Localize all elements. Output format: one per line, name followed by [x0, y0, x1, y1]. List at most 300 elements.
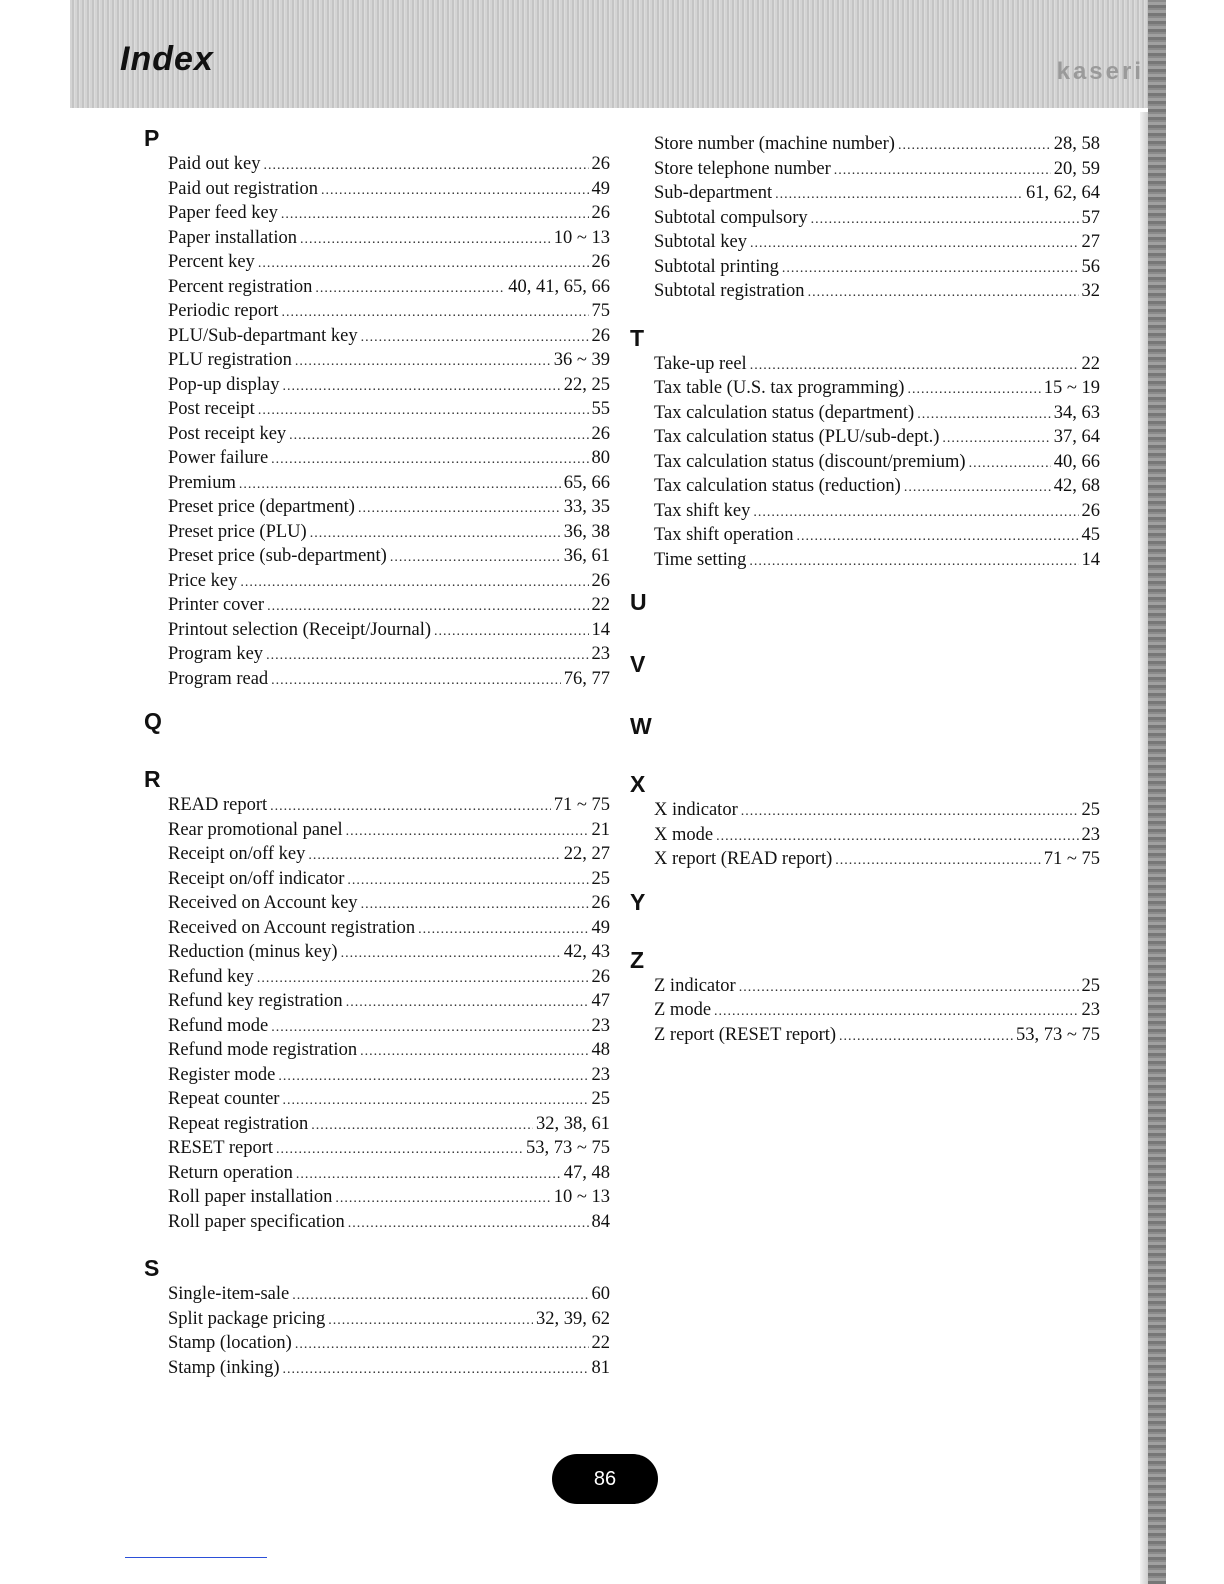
- index-entry: [168, 965, 610, 990]
- entry-pages: 33, 35: [563, 497, 610, 517]
- dot-leader: [358, 497, 561, 522]
- entry-term: Tax calculation status (reduction): [654, 476, 901, 496]
- entry-pages: 53, 73 ~ 75: [525, 1138, 610, 1158]
- entry-pages: 75: [591, 301, 610, 321]
- dot-leader: [782, 257, 1079, 282]
- entry-term: Premium: [168, 472, 236, 493]
- entry-pages: 25: [1081, 800, 1100, 820]
- entry-pages: 42, 68: [1053, 476, 1100, 496]
- page-edge: [1148, 0, 1166, 1584]
- entry-pages: 22: [591, 1333, 610, 1353]
- dot-leader: [750, 232, 1078, 257]
- entry-term: Received on Account key: [168, 893, 358, 913]
- index-entry: [654, 474, 1100, 499]
- entry-term: Tax calculation status (department): [654, 402, 915, 423]
- index-column-right: [622, 132, 1100, 1047]
- entry-term: Tax calculation status (discount/premium): [654, 451, 966, 472]
- entry-pages: 56: [1081, 256, 1100, 277]
- entry-pages: 57: [1081, 207, 1100, 228]
- entry-term: Pop-up display: [168, 374, 280, 395]
- index-entry: [168, 544, 610, 569]
- dot-leader: [811, 208, 1079, 233]
- dot-leader: [278, 1065, 588, 1090]
- entry-term: Percent registration: [168, 276, 313, 297]
- dot-leader: [361, 326, 589, 351]
- index-section-t: [622, 324, 1100, 573]
- entry-term: Register mode: [168, 1064, 276, 1085]
- header-band: [70, 0, 1160, 108]
- entry-term: Stamp (location): [168, 1333, 292, 1353]
- entry-pages: 26: [1081, 500, 1100, 521]
- entry-term: Subtotal printing: [654, 256, 779, 277]
- index-section-v: [622, 650, 1100, 678]
- entry-term: Time setting: [654, 549, 747, 570]
- entry-pages: 28, 58: [1053, 134, 1100, 154]
- dot-leader: [434, 620, 588, 645]
- dot-leader: [328, 1309, 533, 1334]
- index-entry: [654, 157, 1100, 182]
- dot-leader: [267, 595, 588, 620]
- index-entry: [654, 450, 1100, 475]
- index-entry: [168, 275, 610, 300]
- index-entry: [168, 1038, 610, 1063]
- dot-leader: [834, 159, 1051, 184]
- dot-leader: [289, 424, 588, 449]
- dot-leader: [907, 378, 1040, 403]
- dot-leader: [311, 1114, 533, 1139]
- entry-term: Tax shift operation: [654, 525, 794, 545]
- dot-leader: [348, 1212, 589, 1237]
- entry-pages: 14: [591, 619, 610, 640]
- entry-term: Z mode: [654, 1000, 712, 1020]
- index-section-q: [136, 707, 610, 735]
- entry-pages: 22, 25: [563, 374, 610, 395]
- index-section-z: [622, 946, 1100, 1048]
- entry-pages: 71 ~ 75: [1043, 849, 1100, 869]
- index-entry: [168, 152, 610, 177]
- entry-term: Tax calculation status (PLU/sub-dept.): [654, 427, 940, 447]
- dot-leader: [239, 473, 561, 498]
- entry-pages: 71 ~ 75: [553, 795, 610, 815]
- index-entry: [654, 847, 1100, 872]
- entry-term: RESET report: [168, 1138, 273, 1158]
- page-title: Index: [120, 40, 214, 78]
- entry-pages: 76, 77: [563, 668, 610, 689]
- dot-leader: [271, 448, 588, 473]
- entry-pages: 48: [591, 1040, 610, 1060]
- index-entry: [168, 989, 610, 1014]
- entry-pages: 25: [591, 868, 610, 889]
- dot-leader: [390, 546, 561, 571]
- entry-term: Paid out key: [168, 154, 261, 174]
- entry-term: Subtotal compulsory: [654, 207, 808, 228]
- entry-term: PLU/Sub-departmant key: [168, 325, 358, 346]
- index-entry: [168, 422, 610, 447]
- entry-list: [654, 974, 1100, 1048]
- entry-pages: 40, 41, 65, 66: [508, 276, 610, 297]
- index-entry: [168, 1112, 610, 1137]
- index-entry: [168, 177, 610, 202]
- index-entry: [654, 425, 1100, 450]
- entry-term: Post receipt: [168, 399, 255, 419]
- entry-list: [654, 132, 1100, 304]
- entry-pages: 32, 38, 61: [536, 1113, 610, 1134]
- dot-leader: [258, 399, 589, 424]
- entry-term: Take-up reel: [654, 353, 747, 374]
- index-entry: [168, 1331, 610, 1356]
- dot-leader: [315, 277, 505, 302]
- brand-mark: kaseri: [1056, 58, 1144, 85]
- section-letter: V: [630, 651, 646, 677]
- entry-term: Store number (machine number): [654, 134, 895, 154]
- entry-term: Repeat registration: [168, 1113, 309, 1134]
- dot-leader: [264, 154, 589, 179]
- entry-pages: 22: [1081, 353, 1100, 374]
- index-entry: [168, 1282, 610, 1307]
- index-entry: [168, 916, 610, 941]
- index-entry: [168, 324, 610, 349]
- index-entry: [168, 593, 610, 618]
- section-letter: P: [144, 125, 160, 151]
- index-entry: [168, 1087, 610, 1112]
- entry-pages: 27: [1081, 232, 1100, 252]
- entry-term: Periodic report: [168, 301, 279, 321]
- entry-pages: 37, 64: [1053, 427, 1100, 447]
- entry-term: Program key: [168, 644, 264, 664]
- dot-leader: [942, 427, 1050, 452]
- entry-term: Refund key: [168, 966, 254, 987]
- section-letter: W: [630, 713, 652, 739]
- index-section-w: [622, 712, 1100, 740]
- entry-pages: 40, 66: [1053, 451, 1100, 472]
- index-entry: [654, 998, 1100, 1023]
- index-entry: [654, 798, 1100, 823]
- index-entry: [654, 230, 1100, 255]
- entry-term: Stamp (inking): [168, 1357, 280, 1378]
- entry-term: Paper feed key: [168, 203, 278, 223]
- entry-term: Paid out registration: [168, 178, 319, 199]
- dot-leader: [276, 1138, 523, 1163]
- entry-pages: 80: [591, 448, 610, 468]
- entry-term: Percent key: [168, 252, 255, 272]
- entry-pages: 22: [591, 595, 610, 615]
- dot-leader: [240, 571, 588, 596]
- entry-pages: 47, 48: [563, 1162, 610, 1183]
- section-letter: S: [144, 1255, 160, 1281]
- entry-pages: 23: [591, 644, 610, 664]
- entry-term: Reduction (minus key): [168, 942, 338, 962]
- dot-leader: [281, 301, 588, 326]
- entry-pages: 45: [1081, 525, 1100, 545]
- index-entry: [654, 206, 1100, 231]
- entry-term: Refund mode: [168, 1015, 269, 1036]
- index-entry: [654, 1023, 1100, 1048]
- entry-pages: 36, 38: [563, 521, 610, 542]
- dot-leader: [295, 350, 551, 375]
- dot-leader: [283, 375, 561, 400]
- index-entry: [168, 940, 610, 965]
- index-entry: [654, 523, 1100, 548]
- dot-leader: [753, 501, 1078, 526]
- index-entry: [654, 974, 1100, 999]
- index-entry: [654, 401, 1100, 426]
- dot-leader: [839, 1025, 1013, 1050]
- index-entry: [168, 569, 610, 594]
- index-entry: [168, 201, 610, 226]
- dot-leader: [281, 203, 589, 228]
- index-entry: [168, 348, 610, 373]
- index-entry: [168, 818, 610, 843]
- dot-leader: [360, 1040, 588, 1065]
- dot-leader: [898, 134, 1051, 159]
- section-letter: Z: [630, 946, 645, 973]
- entry-pages: 60: [591, 1284, 610, 1304]
- entry-term: Z indicator: [654, 975, 736, 996]
- entry-term: Preset price (department): [168, 497, 355, 517]
- index-entry: [168, 1161, 610, 1186]
- index-entry: [654, 548, 1100, 573]
- entry-term: Roll paper installation: [168, 1187, 333, 1207]
- index-entry: [168, 1185, 610, 1210]
- entry-pages: 36 ~ 39: [553, 350, 610, 370]
- entry-term: Sub-department: [654, 183, 773, 203]
- entry-term: Receipt on/off key: [168, 844, 306, 864]
- dot-leader: [346, 991, 589, 1016]
- index-entry: [168, 397, 610, 422]
- entry-pages: 26: [591, 325, 610, 346]
- dot-leader: [270, 795, 551, 820]
- entry-pages: 25: [591, 1089, 610, 1109]
- entry-term: Subtotal key: [654, 232, 748, 252]
- entry-term: Printer cover: [168, 595, 265, 615]
- entry-term: X mode: [654, 824, 714, 845]
- index-entry: [654, 376, 1100, 401]
- entry-pages: 47: [591, 991, 610, 1011]
- dot-leader: [283, 1358, 589, 1383]
- entry-term: Paper installation: [168, 227, 297, 248]
- index-section-u: [622, 588, 1100, 616]
- entry-pages: 26: [591, 423, 610, 444]
- entry-pages: 10 ~ 13: [553, 227, 610, 248]
- entry-pages: 53, 73 ~ 75: [1015, 1024, 1100, 1045]
- index-section-y: [622, 888, 1100, 916]
- dot-leader: [346, 820, 589, 845]
- dot-leader: [796, 525, 1078, 550]
- dot-leader: [257, 967, 589, 992]
- dot-leader: [904, 476, 1051, 501]
- dot-leader: [321, 179, 588, 204]
- entry-pages: 26: [591, 154, 610, 174]
- section-letter: R: [144, 766, 161, 792]
- entry-list: [654, 352, 1100, 573]
- index-entry: [654, 823, 1100, 848]
- index-entry: [168, 373, 610, 398]
- entry-pages: 26: [591, 252, 610, 272]
- entry-term: Roll paper specification: [168, 1211, 345, 1232]
- entry-pages: 49: [591, 178, 610, 199]
- entry-term: Tax shift key: [654, 500, 751, 521]
- entry-pages: 32: [1081, 281, 1100, 301]
- entry-pages: 23: [1081, 1000, 1100, 1020]
- index-entry: [168, 1210, 610, 1235]
- index-entry: [168, 1307, 610, 1332]
- index-section-s-continued: [622, 132, 1100, 304]
- index-section-r: [136, 765, 610, 1234]
- entry-pages: 14: [1081, 549, 1100, 570]
- index-entry: [168, 495, 610, 520]
- dot-leader: [282, 1089, 588, 1114]
- dot-leader: [292, 1284, 588, 1309]
- entry-term: Refund mode registration: [168, 1040, 358, 1060]
- dot-leader: [361, 893, 589, 918]
- index-entry: [168, 1063, 610, 1088]
- section-letter: U: [630, 589, 647, 615]
- page-number-badge: 86: [552, 1454, 658, 1504]
- entry-pages: 42, 43: [563, 942, 610, 962]
- entry-term: PLU registration: [168, 350, 292, 370]
- section-letter: Y: [630, 888, 646, 915]
- section-letter: Q: [144, 708, 162, 734]
- index-entry: [168, 642, 610, 667]
- entry-pages: 10 ~ 13: [553, 1187, 610, 1207]
- index-entry: [168, 793, 610, 818]
- entry-pages: 55: [591, 399, 610, 419]
- index-section-s: [136, 1254, 610, 1380]
- entry-term: Printout selection (Receipt/Journal): [168, 619, 432, 640]
- index-entry: [168, 446, 610, 471]
- entry-list: [654, 798, 1100, 872]
- entry-pages: 26: [591, 570, 610, 591]
- entry-pages: 15 ~ 19: [1043, 378, 1100, 398]
- entry-term: Split package pricing: [168, 1308, 326, 1329]
- entry-pages: 26: [591, 203, 610, 223]
- dot-leader: [714, 1000, 1078, 1025]
- dot-leader: [775, 183, 1023, 208]
- dot-leader: [749, 550, 1078, 575]
- dot-leader: [271, 669, 561, 694]
- dot-leader: [258, 252, 589, 277]
- entry-term: Receipt on/off indicator: [168, 868, 345, 889]
- entry-term: X indicator: [654, 800, 738, 820]
- dot-leader: [335, 1187, 550, 1212]
- entry-list: [168, 793, 610, 1234]
- footer-rule: [125, 1557, 267, 1558]
- dot-leader: [418, 918, 588, 943]
- dot-leader: [296, 1163, 561, 1188]
- entry-term: X report (READ report): [654, 849, 833, 869]
- dot-leader: [347, 869, 588, 894]
- index-entry: [654, 352, 1100, 377]
- dot-leader: [308, 844, 560, 869]
- dot-leader: [835, 849, 1040, 874]
- index-section-x: [622, 770, 1100, 872]
- entry-term: Store telephone number: [654, 158, 831, 179]
- dot-leader: [271, 1016, 588, 1041]
- index-entry: [654, 499, 1100, 524]
- entry-term: Post receipt key: [168, 423, 287, 444]
- entry-pages: 26: [591, 893, 610, 913]
- index-entry: [168, 667, 610, 692]
- entry-pages: 22, 27: [563, 844, 610, 864]
- entry-term: Program read: [168, 668, 269, 689]
- index-entry: [168, 299, 610, 324]
- index-section-p: [136, 124, 610, 691]
- index-entry: [168, 250, 610, 275]
- entry-term: Single-item-sale: [168, 1284, 290, 1304]
- index-entry: [654, 279, 1100, 304]
- index-entry: [168, 520, 610, 545]
- entry-term: Rear promotional panel: [168, 819, 343, 840]
- entry-term: Refund key registration: [168, 991, 343, 1011]
- dot-leader: [295, 1333, 589, 1358]
- dot-leader: [750, 354, 1079, 379]
- entry-pages: 36, 61: [563, 546, 610, 566]
- index-entry: [654, 255, 1100, 280]
- dot-leader: [917, 403, 1051, 428]
- entry-pages: 23: [1081, 824, 1100, 845]
- entry-term: Received on Account registration: [168, 917, 416, 938]
- dot-leader: [739, 976, 1079, 1001]
- entry-pages: 26: [591, 966, 610, 987]
- dot-leader: [969, 452, 1051, 477]
- index-entry: [168, 842, 610, 867]
- entry-term: READ report: [168, 795, 268, 815]
- dot-leader: [741, 800, 1079, 825]
- dot-leader: [341, 942, 561, 967]
- dot-leader: [716, 825, 1078, 850]
- section-letter: T: [630, 324, 645, 351]
- index-entry: [654, 132, 1100, 157]
- index-entry: [168, 891, 610, 916]
- index-entry: [654, 181, 1100, 206]
- entry-term: Subtotal registration: [654, 281, 805, 301]
- index-entry: [168, 1136, 610, 1161]
- entry-pages: 65, 66: [563, 472, 610, 493]
- index-entry: [168, 471, 610, 496]
- entry-list: [168, 152, 610, 691]
- entry-pages: 32, 39, 62: [536, 1308, 610, 1329]
- dot-leader: [300, 228, 551, 253]
- entry-pages: 21: [591, 819, 610, 840]
- entry-term: Power failure: [168, 448, 269, 468]
- index-entry: [168, 1356, 610, 1381]
- entry-pages: 34, 63: [1053, 402, 1100, 423]
- entry-term: Return operation: [168, 1162, 293, 1183]
- entry-pages: 20, 59: [1053, 158, 1100, 179]
- entry-list: [168, 1282, 610, 1380]
- dot-leader: [310, 522, 561, 547]
- entry-pages: 49: [591, 917, 610, 938]
- entry-pages: 23: [591, 1064, 610, 1085]
- index-entry: [168, 226, 610, 251]
- entry-pages: 84: [591, 1211, 610, 1232]
- entry-pages: 61, 62, 64: [1026, 183, 1100, 203]
- entry-term: Price key: [168, 570, 238, 591]
- dot-leader: [808, 281, 1079, 306]
- binding-shadow: [1140, 112, 1148, 1584]
- section-letter: X: [630, 771, 646, 797]
- entry-pages: 81: [591, 1357, 610, 1378]
- entry-term: Repeat counter: [168, 1089, 280, 1109]
- index-entry: [168, 867, 610, 892]
- entry-pages: 25: [1081, 975, 1100, 996]
- entry-pages: 23: [591, 1015, 610, 1036]
- index-entry: [168, 618, 610, 643]
- entry-term: Z report (RESET report): [654, 1024, 837, 1045]
- entry-term: Preset price (sub-department): [168, 546, 387, 566]
- entry-term: Preset price (PLU): [168, 521, 307, 542]
- entry-term: Tax table (U.S. tax programming): [654, 378, 905, 398]
